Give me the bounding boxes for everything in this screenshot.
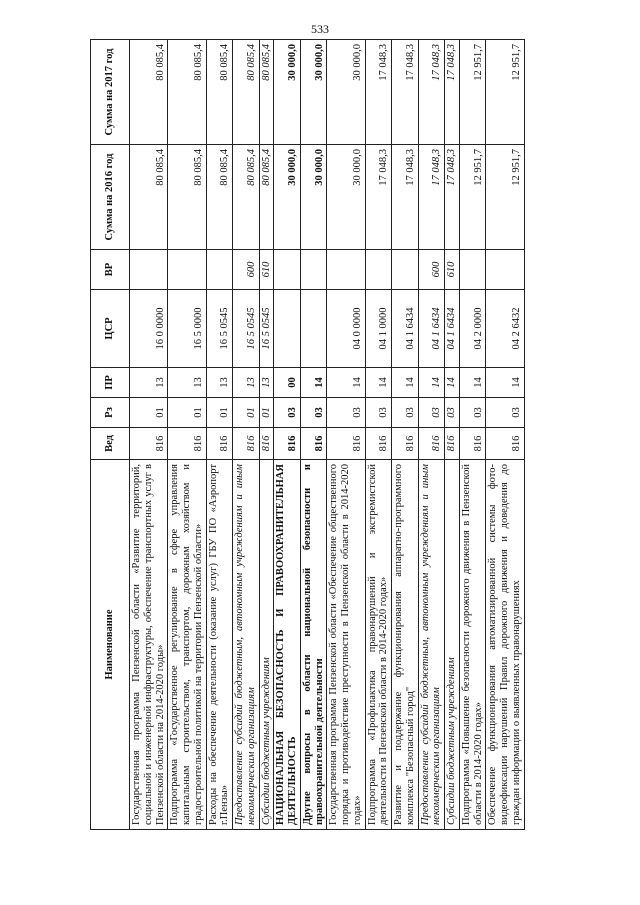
row-vr: 610 <box>259 250 274 290</box>
row-ved: 816 <box>486 428 524 460</box>
row-sum-2016: 17 048,3 <box>365 145 392 250</box>
row-csr: 04 2 0000 <box>459 290 486 368</box>
header-sum-2016: Сумма на 2016 год <box>91 145 130 250</box>
row-csr: 16 5 0545 <box>259 290 274 368</box>
row-sum-2016: 80 085,4 <box>259 145 274 250</box>
row-rz: 01 <box>259 398 274 428</box>
row-ved: 816 <box>300 428 327 460</box>
row-csr: 16 5 0000 <box>168 290 206 368</box>
row-sum-2016: 80 085,4 <box>130 145 168 250</box>
table-row <box>392 40 419 830</box>
row-rz: 01 <box>206 398 233 428</box>
row-vr <box>168 250 206 290</box>
row-sum-2017: 17 048,3 <box>418 40 445 145</box>
row-csr: 04 1 6434 <box>392 290 419 368</box>
row-sum-2016: 80 085,4 <box>233 145 260 250</box>
row-vr <box>130 250 168 290</box>
table-row <box>365 40 392 830</box>
table-row <box>130 40 168 830</box>
row-vr <box>327 250 365 290</box>
row-vr: 600 <box>418 250 445 290</box>
row-vr <box>274 250 301 290</box>
row-name: Государственная программа Пензенской области «Обеспечение общественного порядка и противодействие преступности в Пензенской области в 2014-2020 годах» <box>327 460 365 830</box>
row-name: Обеспечение функционирования автоматизированной системы фото-видеофиксации нарушений Правил дорожного движения и доведения до граждан информации о выявленных правонарушениях <box>486 460 524 830</box>
row-vr <box>459 250 486 290</box>
row-sum-2017: 12 951,7 <box>486 40 524 145</box>
row-sum-2017: 80 085,4 <box>233 40 260 145</box>
header-pr: ПР <box>91 368 130 398</box>
row-ved: 816 <box>445 428 460 460</box>
row-rz: 01 <box>233 398 260 428</box>
row-pr: 13 <box>206 368 233 398</box>
row-rz: 01 <box>130 398 168 428</box>
table-row <box>300 40 327 830</box>
row-vr: 600 <box>233 250 260 290</box>
row-pr: 13 <box>168 368 206 398</box>
row-name: НАЦИОНАЛЬНАЯ БЕЗОПАСНОСТЬ И ПРАВООХРАНИТЕЛЬНАЯ ДЕЯТЕЛЬНОСТЬ <box>274 460 301 830</box>
table-row <box>327 40 365 830</box>
row-csr: 04 2 6432 <box>486 290 524 368</box>
row-csr: 04 1 6434 <box>445 290 460 368</box>
row-ved: 816 <box>274 428 301 460</box>
row-name: Подпрограмма «Профилактика правонарушений и экстремистской деятельности в Пензенской области в 2014-2020 годах» <box>365 460 392 830</box>
row-pr: 00 <box>274 368 301 398</box>
row-sum-2017: 30 000,0 <box>300 40 327 145</box>
row-pr: 14 <box>300 368 327 398</box>
row-name: Государственная программа Пензенской области «Развитие территорий, социальной и инженерной инфраструктуры, обеспечение транспортных услуг в Пензенской области на 2014-2020 годы» <box>130 460 168 830</box>
row-pr: 14 <box>459 368 486 398</box>
row-csr <box>300 290 327 368</box>
row-pr: 14 <box>486 368 524 398</box>
row-pr: 14 <box>365 368 392 398</box>
row-sum-2017: 80 085,4 <box>206 40 233 145</box>
header-ved: Вед <box>91 428 130 460</box>
row-vr: 610 <box>445 250 460 290</box>
row-rz: 03 <box>418 398 445 428</box>
row-rz: 03 <box>365 398 392 428</box>
row-vr <box>206 250 233 290</box>
header-rz: Рз <box>91 398 130 428</box>
row-sum-2017: 80 085,4 <box>168 40 206 145</box>
row-pr: 14 <box>418 368 445 398</box>
row-name: Развитие и поддержание функционирования аппаратно-программного комплекса "Безопасный город" <box>392 460 419 830</box>
header-vr: ВР <box>91 250 130 290</box>
row-csr <box>274 290 301 368</box>
row-rz: 01 <box>168 398 206 428</box>
row-sum-2017: 17 048,3 <box>365 40 392 145</box>
row-rz: 03 <box>459 398 486 428</box>
row-ved: 816 <box>168 428 206 460</box>
row-pr: 14 <box>327 368 365 398</box>
row-pr: 13 <box>233 368 260 398</box>
row-name: Расходы на обеспечение деятельности (оказание услуг) ГБУ ПО «Аэропорт г.Пензы» <box>206 460 233 830</box>
row-vr <box>365 250 392 290</box>
row-sum-2017: 30 000,0 <box>327 40 365 145</box>
header-sum-2017: Сумма на 2017 год <box>91 40 130 145</box>
row-rz: 03 <box>392 398 419 428</box>
row-ved: 816 <box>259 428 274 460</box>
row-vr <box>486 250 524 290</box>
row-csr: 04 1 6434 <box>418 290 445 368</box>
row-sum-2016: 80 085,4 <box>206 145 233 250</box>
row-name: Субсидии бюджетным учреждениям <box>259 460 274 830</box>
row-rz: 03 <box>327 398 365 428</box>
row-sum-2016: 80 085,4 <box>168 145 206 250</box>
row-sum-2016: 12 951,7 <box>486 145 524 250</box>
row-csr: 16 5 0545 <box>233 290 260 368</box>
row-name: Другие вопросы в области национальной безопасности и правоохранительной деятельности <box>300 460 327 830</box>
budget-table <box>90 39 525 830</box>
row-vr <box>392 250 419 290</box>
row-ved: 816 <box>418 428 445 460</box>
row-sum-2017: 12 951,7 <box>459 40 486 145</box>
row-sum-2016: 30 000,0 <box>274 145 301 250</box>
row-name: Предоставление субсидий бюджетным, автономным учреждениям и иным некоммерческим организациям <box>418 460 445 830</box>
row-sum-2017: 80 085,4 <box>259 40 274 145</box>
table-row <box>459 40 486 830</box>
row-pr: 14 <box>445 368 460 398</box>
row-sum-2016: 17 048,3 <box>445 145 460 250</box>
row-rz: 03 <box>300 398 327 428</box>
row-vr <box>300 250 327 290</box>
row-name: Подпрограмма «Государственное регулирование в сфере управления капитальным строительством, транспортом, дорожным хозяйством и градостроительной политикой на территории Пензенской области» <box>168 460 206 830</box>
table-row <box>168 40 206 830</box>
row-rz: 03 <box>486 398 524 428</box>
row-sum-2017: 30 000,0 <box>274 40 301 145</box>
rotated-table-container <box>90 40 550 830</box>
row-name: Предоставление субсидий бюджетным, автономным учреждениям и иным некоммерческим организациям <box>233 460 260 830</box>
row-pr: 13 <box>259 368 274 398</box>
row-sum-2016: 17 048,3 <box>418 145 445 250</box>
row-csr: 16 5 0545 <box>206 290 233 368</box>
row-pr: 14 <box>392 368 419 398</box>
header-csr: ЦСР <box>91 290 130 368</box>
row-sum-2016: 12 951,7 <box>459 145 486 250</box>
row-name: Субсидии бюджетным учреждениям <box>445 460 460 830</box>
row-name: Подпрограмма «Повышение безопасности дорожного движения в Пензенской области в 2014-2020 годах» <box>459 460 486 830</box>
row-ved: 816 <box>130 428 168 460</box>
header-name: Наименование <box>91 460 130 830</box>
table-row <box>233 40 260 830</box>
row-sum-2017: 80 085,4 <box>130 40 168 145</box>
row-ved: 816 <box>459 428 486 460</box>
row-ved: 816 <box>327 428 365 460</box>
row-csr: 04 1 0000 <box>365 290 392 368</box>
row-csr: 04 0 0000 <box>327 290 365 368</box>
table-row <box>206 40 233 830</box>
row-ved: 816 <box>206 428 233 460</box>
table-row <box>274 40 301 830</box>
row-csr: 16 0 0000 <box>130 290 168 368</box>
row-sum-2016: 30 000,0 <box>327 145 365 250</box>
row-ved: 816 <box>365 428 392 460</box>
table-header-row <box>91 40 130 830</box>
row-sum-2016: 17 048,3 <box>392 145 419 250</box>
page-number: 533 <box>311 22 329 36</box>
row-sum-2017: 17 048,3 <box>392 40 419 145</box>
table-row <box>259 40 274 830</box>
table-row <box>445 40 460 830</box>
row-ved: 816 <box>392 428 419 460</box>
row-pr: 13 <box>130 368 168 398</box>
row-rz: 03 <box>445 398 460 428</box>
row-sum-2016: 30 000,0 <box>300 145 327 250</box>
row-ved: 816 <box>233 428 260 460</box>
row-sum-2017: 17 048,3 <box>445 40 460 145</box>
table-row <box>486 40 524 830</box>
row-rz: 03 <box>274 398 301 428</box>
table-row <box>418 40 445 830</box>
